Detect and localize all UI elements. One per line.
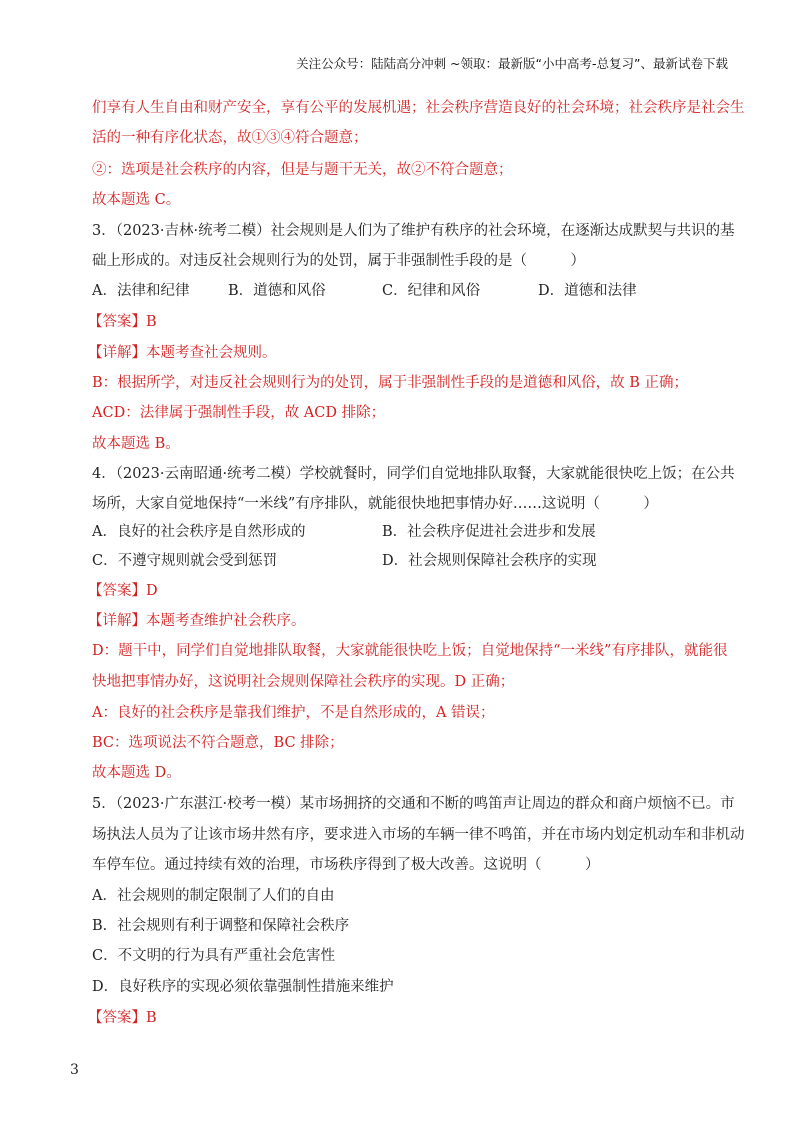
option-d: D．良好秩序的实现必须依靠强制性措施来维护 (92, 979, 394, 995)
question-4-stem: 4．（2023·云南昭通·统考二模）学校就餐时，同学们自觉地排队取餐，大家就能很快吃上饭；在公共 (92, 466, 735, 482)
detail-label: 【详解】本题考查维护社会秩序。 (88, 613, 306, 629)
option-b: B．社会秩序促进社会进步和发展 (382, 524, 596, 540)
answer-label: 【答案】B (88, 1010, 157, 1026)
page-header: 关注公众号：陆陆高分冲刺 ~领取：最新版“小中高考-总复习”、最新试卷下载 (296, 56, 728, 71)
option-c: C．纪律和风俗 (382, 283, 481, 299)
option-a: A．法律和纪律 (92, 283, 190, 299)
question-5-stem: 场执法人员为了让该市场井然有序，要求进入市场的车辆一律不鸣笛，并在市场内划定机动车和非机动 (92, 827, 745, 843)
explanation-line: ②：选项是社会秩序的内容，但是与题干无关，故②不符合题意； (92, 162, 513, 178)
explanation-line: 故本题选 B。 (92, 436, 180, 452)
option-d: D．社会规则保障社会秩序的实现 (382, 553, 597, 569)
explanation-line: ACD：法律属于强制性手段，故 ACD 排除； (92, 405, 386, 421)
option-d: D．道德和法律 (538, 283, 637, 299)
explanation-line: 故本题选 C。 (92, 192, 181, 208)
question-3-stem: 3．（2023·吉林·统考二模）社会规则是人们为了维护有秩序的社会环境，在逐渐达成默契与共识的基 (92, 223, 735, 239)
explanation-line: 快地把事情办好，这说明社会规则保障社会秩序的实现。D 正确； (92, 674, 515, 690)
question-3-stem: 础上形成的。对违反社会规则行为的处罚，属于非强制性手段的是（ ） (92, 253, 585, 269)
question-4-stem: 场所，大家自觉地保持“一米线”有序排队，就能很快地把事情办好……这说明（ ） (92, 496, 658, 512)
explanation-line: 们享有人生自由和财产安全，享有公平的发展机遇；社会秩序营造良好的社会环境；社会秩序是社会生 (92, 100, 745, 116)
answer-label: 【答案】D (88, 583, 158, 599)
option-a: A．良好的社会秩序是自然形成的 (92, 524, 306, 540)
explanation-line: A：良好的社会秩序是靠我们维护，不是自然形成的，A 错误； (92, 705, 495, 721)
option-c: C．不文明的行为具有严重社会危害性 (92, 948, 336, 964)
explanation-line: 活的一种有序化状态，故①③④符合题意； (92, 130, 368, 146)
detail-label: 【详解】本题考查社会规则。 (88, 345, 277, 361)
explanation-line: B：根据所学，对违反社会规则行为的处罚，属于非强制性手段的是道德和风俗，故 B 正确； (92, 375, 689, 391)
page-number: 3 (70, 1062, 79, 1078)
question-5-stem: 5．（2023·广东湛江·校考一模）某市场拥挤的交通和不断的鸣笛声让周边的群众和商户烦恼不已。市 (92, 796, 735, 812)
option-b: B．道德和风俗 (228, 283, 326, 299)
answer-label: 【答案】B (88, 314, 157, 330)
option-c: C．不遵守规则就会受到惩罚 (92, 553, 278, 569)
option-b: B．社会规则有利于调整和保障社会秩序 (92, 918, 350, 934)
option-a: A．社会规则的制定限制了人们的自由 (92, 888, 335, 904)
explanation-line: BC：选项说法不符合题意，BC 排除； (92, 735, 344, 751)
explanation-line: D：题干中，同学们自觉地排队取餐，大家就能很快吃上饭；自觉地保持“一米线”有序排队，就能很 (92, 643, 728, 659)
question-5-stem: 车停车位。通过持续有效的治理，市场秩序得到了极大改善。这说明（ ） (92, 857, 600, 873)
explanation-line: 故本题选 D。 (92, 765, 181, 781)
